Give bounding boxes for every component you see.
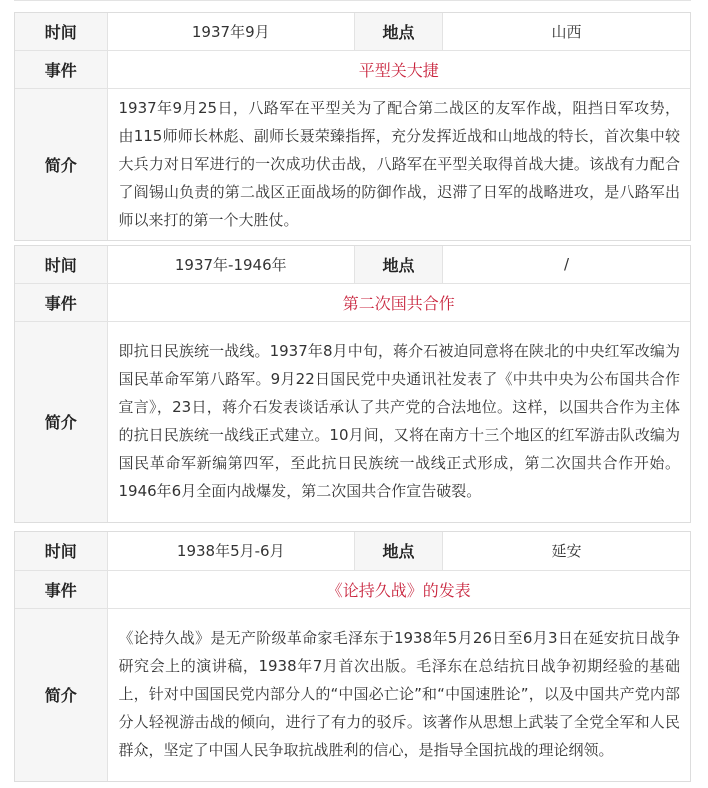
place-value: 山西 xyxy=(443,13,691,50)
event-card-1 xyxy=(14,12,691,241)
summary-text: 即抗日民族统一战线。1937年8月中旬，蒋介石被迫同意将在陕北的中央红军改编为国民革命军第八路军。9月22日国民党中央通讯社发表了《中共中央为公布国共合作宣言》，23日，蒋介石发表谈话承认了共产党的合法地位。这样，以国共合作为主体的抗日民族统一战线正式建立。10月间，又将在南方十三个地区的红军游击队改编为国民革命军新编第四军，至此抗日民族统一战线正式形成，第二次国共合作开始。1946年6月全面内战爆发，第二次国共合作宣告破裂。 xyxy=(107,321,690,522)
event-table-1 xyxy=(15,13,690,240)
time-value: 1937年-1946年 xyxy=(107,246,355,283)
event-card-2 xyxy=(14,245,691,523)
event-value: 平型关大捷 xyxy=(107,50,690,88)
time-value: 1938年5月-6月 xyxy=(107,532,355,570)
event-label: 事件 xyxy=(15,283,107,321)
place-label: 地点 xyxy=(355,246,443,283)
event-value: 《论持久战》的发表 xyxy=(107,570,690,608)
event-table-3 xyxy=(15,532,690,781)
top-divider xyxy=(14,0,691,1)
event-value: 第二次国共合作 xyxy=(107,283,690,321)
event-card-3 xyxy=(14,531,691,782)
time-label: 时间 xyxy=(15,532,107,570)
place-value: 延安 xyxy=(443,532,691,570)
time-label: 时间 xyxy=(15,246,107,283)
summary-label: 简介 xyxy=(15,321,107,522)
summary-label: 简介 xyxy=(15,608,107,781)
summary-text: 《论持久战》是无产阶级革命家毛泽东于1938年5月26日至6月3日在延安抗日战争研究会上的演讲稿，1938年7月首次出版。毛泽东在总结抗日战争初期经验的基础上，针对中国国民党内部分人的“中国必亡论”和“中国速胜论”，以及中国共产党内部分人轻视游击战的倾向，进行了有力的驳斥。该著作从思想上武装了全党全军和人民群众，坚定了中国人民争取抗战胜利的信心，是指导全国抗战的理论纲领。 xyxy=(107,608,690,781)
time-label: 时间 xyxy=(15,13,107,50)
place-label: 地点 xyxy=(355,532,443,570)
time-value: 1937年9月 xyxy=(107,13,355,50)
place-label: 地点 xyxy=(355,13,443,50)
place-value: / xyxy=(443,246,691,283)
summary-text: 1937年9月25日，八路军在平型关为了配合第二战区的友军作战，阻挡日军攻势，由115师师长林彪、副师长聂荣臻指挥，充分发挥近战和山地战的特长，首次集中较大兵力对日军进行的一次成功伏击战，八路军在平型关取得首战大捷。该战有力配合了阎锡山负责的第二战区正面战场的防御作战，迟滞了日军的战略进攻，是八路军出师以来打的第一个大胜仗。 xyxy=(107,88,690,240)
event-table-2 xyxy=(15,246,690,522)
event-label: 事件 xyxy=(15,50,107,88)
event-label: 事件 xyxy=(15,570,107,608)
summary-label: 简介 xyxy=(15,88,107,240)
